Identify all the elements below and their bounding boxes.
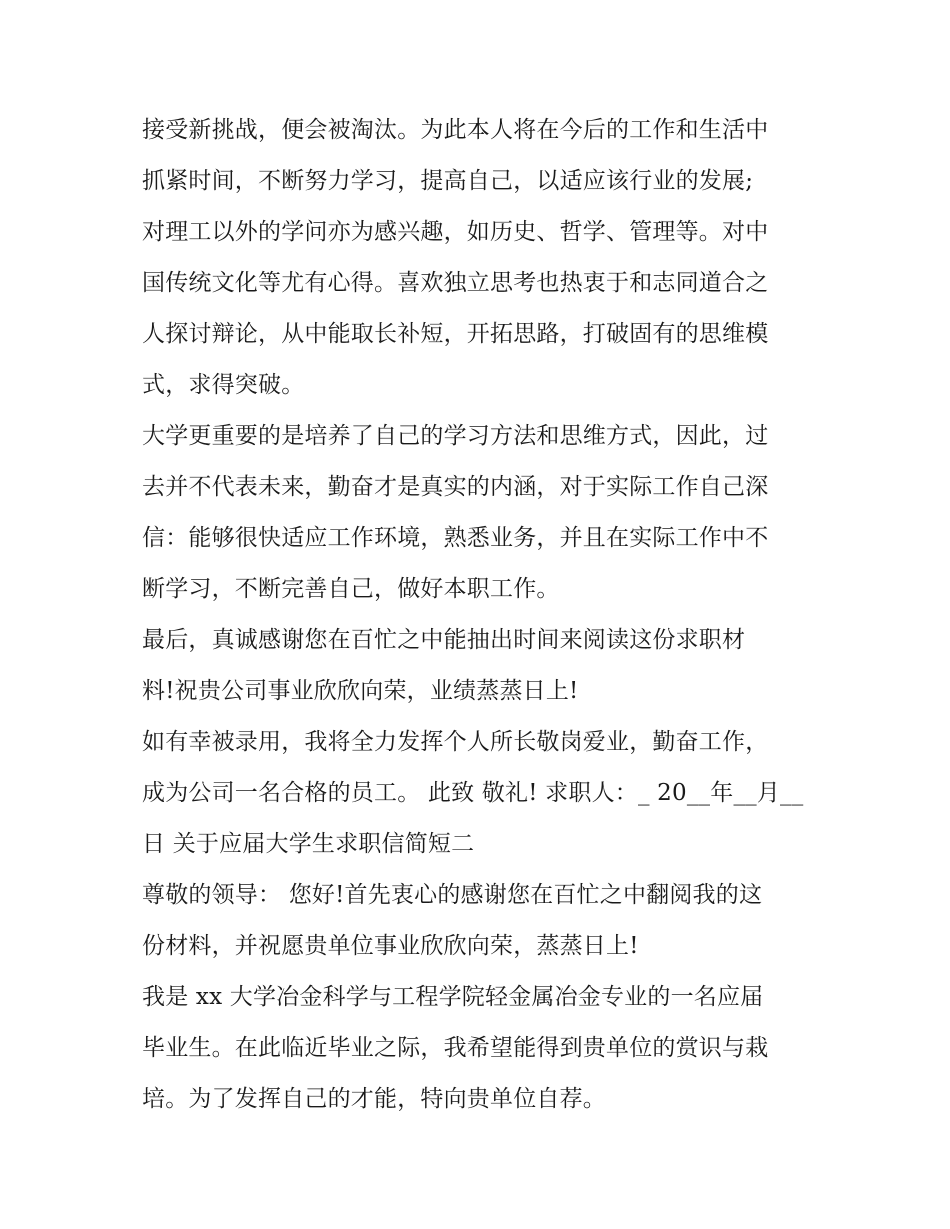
body-text <box>142 109 822 1129</box>
text-line: 信：能够很快适应工作环境，熟悉业务，并且在实际工作中不 <box>142 525 769 551</box>
text-line: 对理工以外的学问亦为感兴趣，如历史、哲学、管理等。对中 <box>142 219 769 245</box>
text-line: 抓紧时间，不断努力学习，提高自己，以适应该行业的发展; <box>142 168 754 194</box>
text-line: 国传统文化等尤有心得。喜欢独立思考也热衷于和志同道合之 <box>142 270 769 296</box>
text-line: 接受新挑战，便会被淘汰。为此本人将在今后的工作和生活中 <box>142 117 769 143</box>
text-line: 式，求得突破。 <box>142 372 305 398</box>
text-line: 如有幸被录用，我将全力发挥个人所长敬岗爱业，勤奋工作， <box>142 729 769 755</box>
text-line: 培。为了发挥自己的才能，特向贵单位自荐。 <box>142 1086 606 1112</box>
text-line: 成为公司一名合格的员工。 此致 敬礼! 求职人：_ 20__年__月__ <box>142 780 804 806</box>
text-line: 毕业生。在此临近毕业之际，我希望能得到贵单位的赏识与栽 <box>142 1035 769 1061</box>
text-line: 料!祝贵公司事业欣欣向荣，业绩蒸蒸日上! <box>142 678 579 704</box>
text-line: 最后，真诚感谢您在百忙之中能抽出时间来阅读这份求职材 <box>142 627 746 653</box>
text-line: 尊敬的领导： 您好!首先衷心的感谢您在百忙之中翻阅我的这 <box>142 882 763 908</box>
text-line: 人探讨辩论，从中能取长补短，开拓思路，打破固有的思维模 <box>142 321 769 347</box>
text-line: 份材料，并祝愿贵单位事业欣欣向荣，蒸蒸日上! <box>142 933 639 959</box>
text-line: 大学更重要的是培养了自己的学习方法和思维方式，因此，过 <box>142 423 769 449</box>
text-line: 日 关于应届大学生求职信简短二 <box>142 831 475 857</box>
text-line: 断学习，不断完善自己，做好本职工作。 <box>142 576 560 602</box>
text-line: 我是 xx 大学冶金科学与工程学院轻金属冶金专业的一名应届 <box>142 984 764 1010</box>
text-line: 去并不代表未来，勤奋才是真实的内涵，对于实际工作自己深 <box>142 474 769 500</box>
